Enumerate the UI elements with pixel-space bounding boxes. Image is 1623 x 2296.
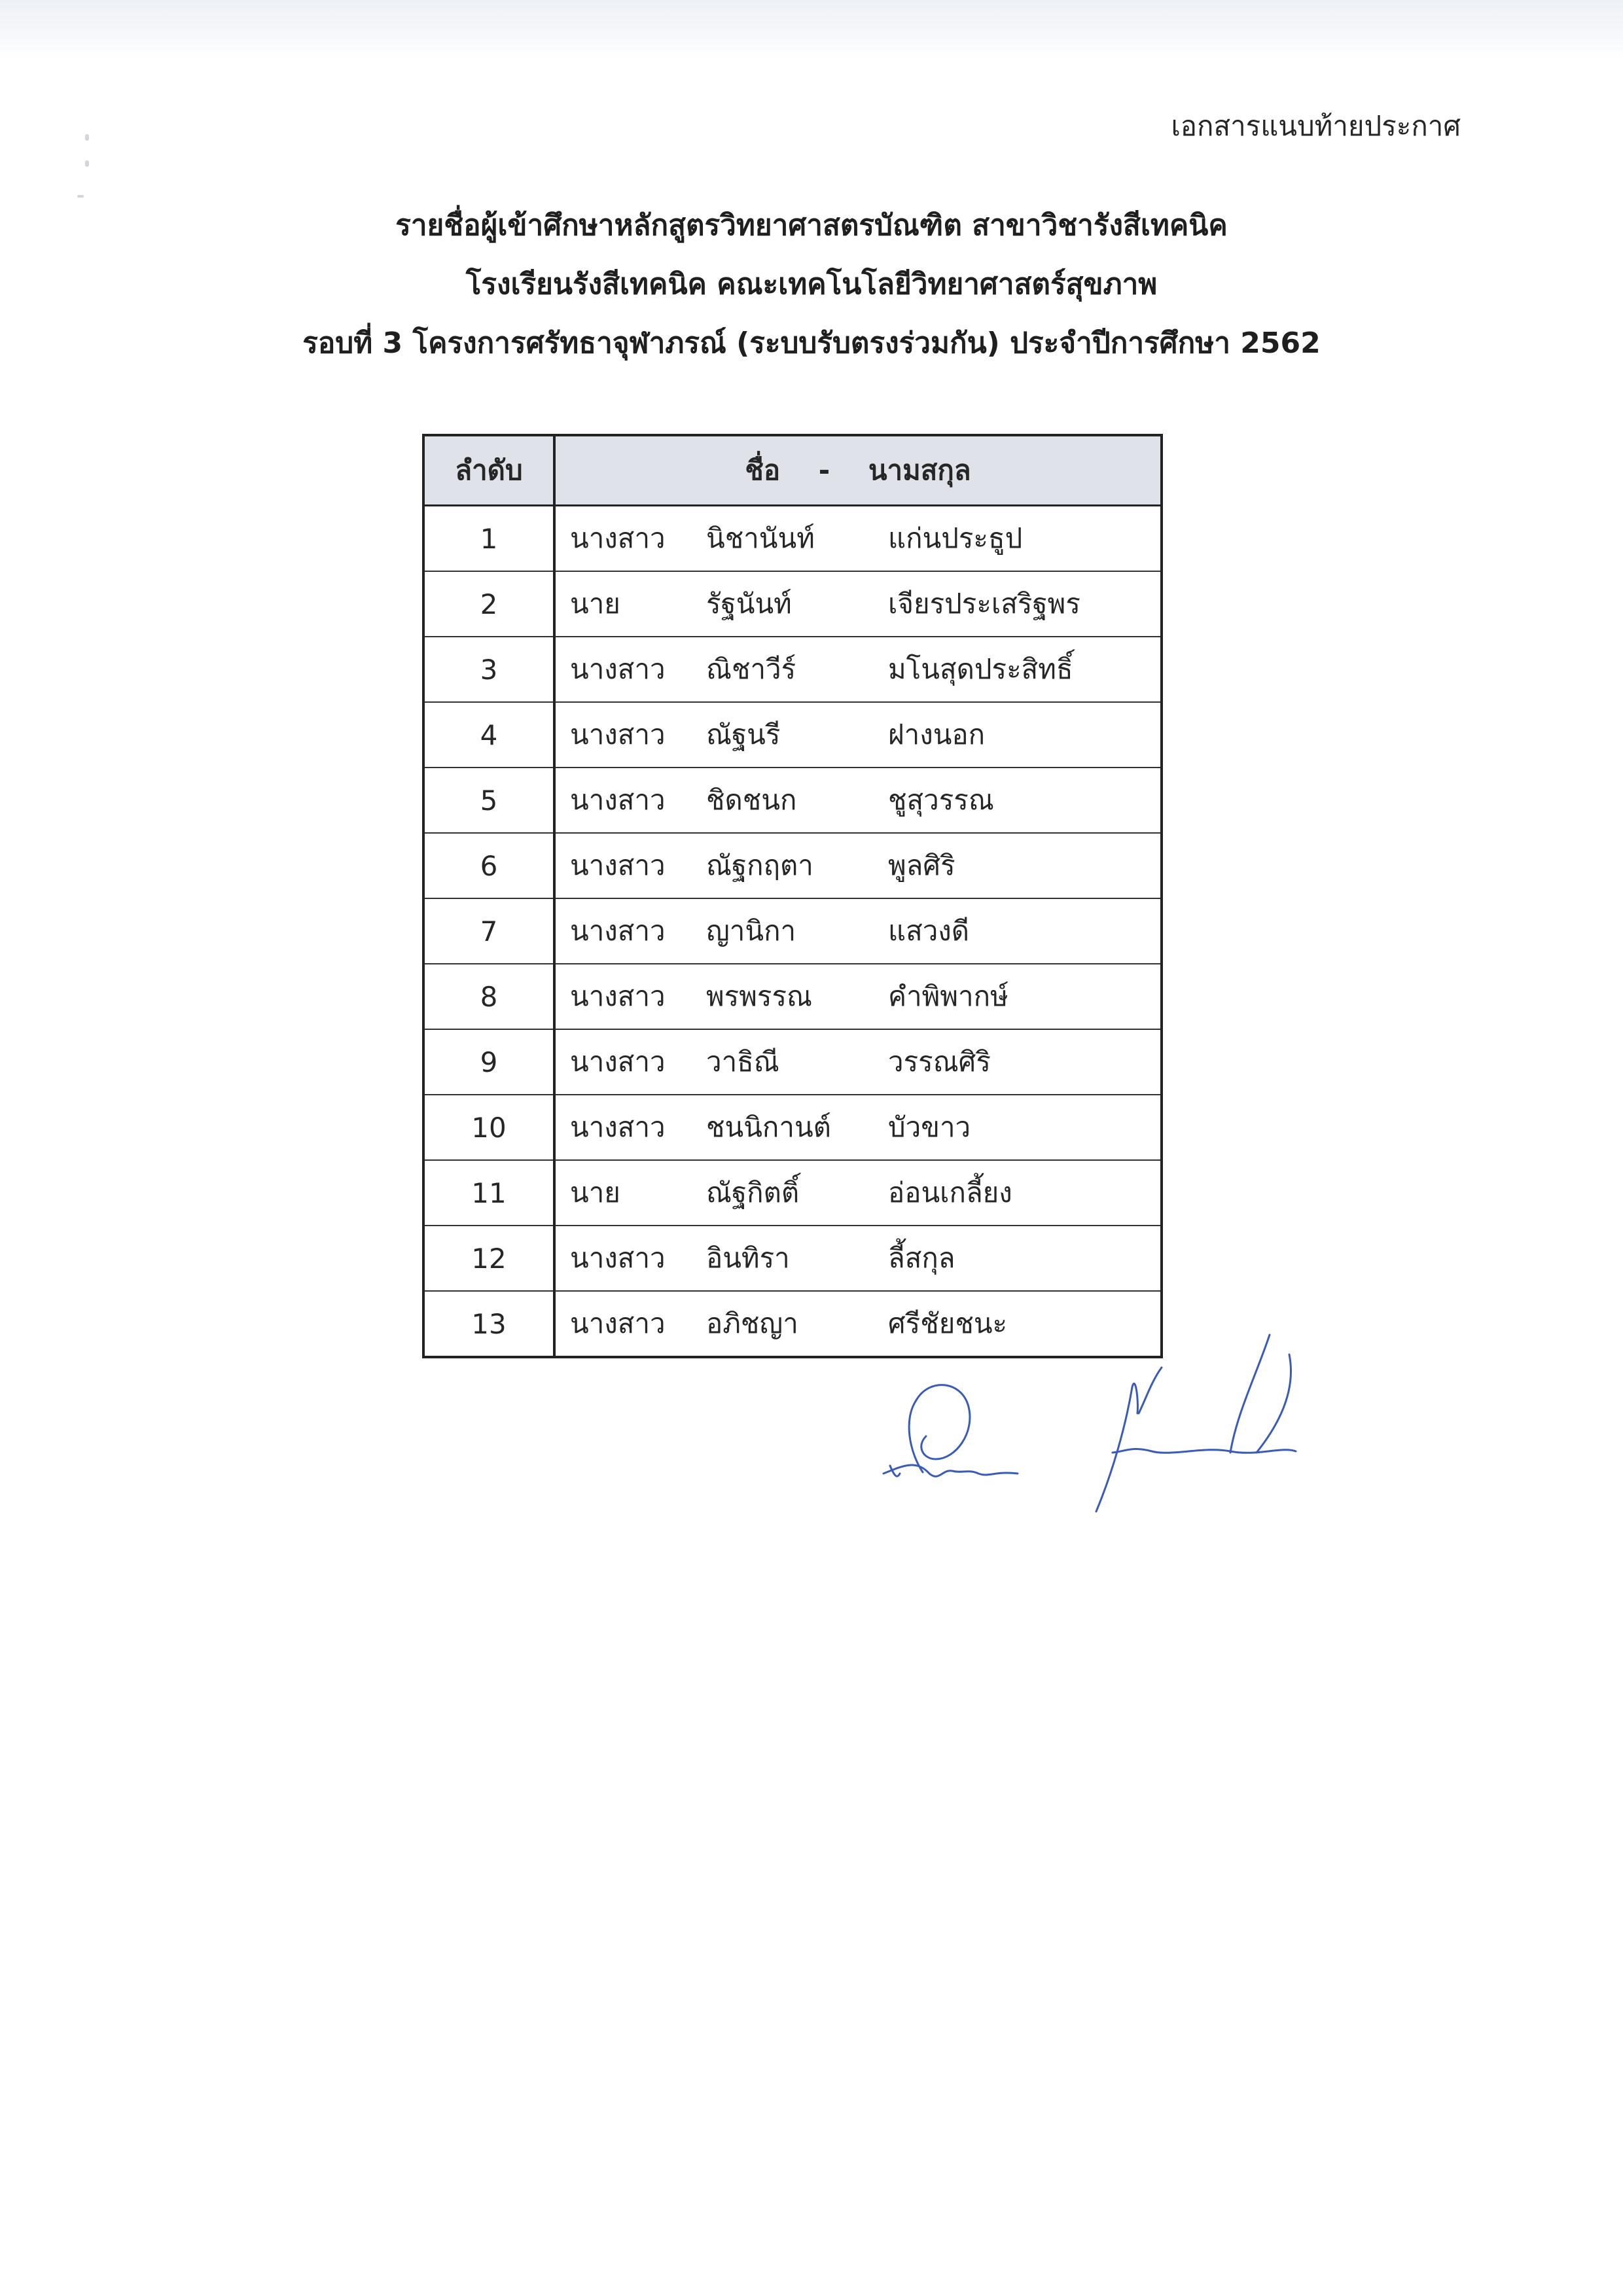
row-number: 11 — [423, 1160, 554, 1226]
title-line-2: โรงเรียนรังสีเทคนิค คณะเทคโนโลยีวิทยาศาสตร์สุขภาพ — [465, 268, 1158, 301]
first-name: รัฐนันท์ — [706, 588, 792, 620]
name-title: นางสาว — [570, 849, 666, 881]
table-row — [423, 637, 1162, 702]
row-number: 7 — [423, 898, 554, 964]
table-row — [423, 1029, 1162, 1095]
name-title: นางสาว — [570, 1307, 666, 1339]
row-number: 12 — [423, 1226, 554, 1291]
last-name: ฝางนอก — [888, 718, 986, 751]
last-name: แก่นประธูป — [888, 522, 1023, 554]
last-name: ศรีชัยชนะ — [888, 1307, 1008, 1339]
first-name: อภิชญา — [706, 1307, 798, 1339]
row-number: 6 — [423, 833, 554, 898]
last-name: พูลศิริ — [888, 849, 955, 881]
full-name-cell — [554, 833, 1162, 898]
table-row — [423, 898, 1162, 964]
scan-speck — [85, 160, 89, 167]
name-title: นาย — [570, 588, 620, 620]
name-title: นางสาว — [570, 653, 666, 685]
last-name: มโนสุดประสิทธิ์ — [888, 653, 1073, 685]
header-last-name: นามสกุล — [868, 454, 971, 486]
row-number: 3 — [423, 637, 554, 702]
row-number: 4 — [423, 702, 554, 768]
table-row — [423, 571, 1162, 637]
name-title: นาย — [570, 1176, 620, 1209]
table-row — [423, 833, 1162, 898]
full-name-cell — [554, 1226, 1162, 1291]
scan-speck — [85, 134, 89, 141]
first-name: ณัฐกิตติ์ — [706, 1176, 800, 1209]
row-number: 8 — [423, 964, 554, 1029]
full-name-cell — [554, 506, 1162, 572]
scan-edge-shading — [0, 0, 1623, 59]
handwritten-signature — [864, 1302, 1335, 1525]
full-name-cell — [554, 768, 1162, 833]
table-row — [423, 506, 1162, 572]
last-name: อ่อนเกลี้ยง — [888, 1176, 1012, 1209]
table-header-row — [423, 435, 1162, 506]
full-name-cell — [554, 1029, 1162, 1095]
first-name: ญานิกา — [706, 915, 796, 947]
name-title: นางสาว — [570, 522, 666, 554]
first-name: ณัฐนรี — [706, 718, 781, 751]
last-name: ชูสุวรรณ — [888, 784, 994, 816]
last-name: แสวงดี — [888, 915, 970, 947]
first-name: ณิชาวีร์ — [706, 653, 796, 685]
name-title: นางสาว — [570, 980, 666, 1012]
name-title: นางสาว — [570, 1046, 666, 1078]
header-first-name: ชื่อ — [745, 454, 781, 486]
table-row — [423, 964, 1162, 1029]
name-title: นางสาว — [570, 718, 666, 751]
first-name: วาธิณี — [706, 1046, 779, 1078]
full-name-cell — [554, 702, 1162, 768]
row-number: 10 — [423, 1095, 554, 1160]
first-name: ชนนิกานต์ — [706, 1111, 831, 1143]
row-number: 2 — [423, 571, 554, 637]
table-row — [423, 702, 1162, 768]
title-line-1: รายชื่อผู้เข้าศึกษาหลักสูตรวิทยาศาสตรบัณฑิต สาขาวิชารังสีเทคนิค — [395, 209, 1228, 242]
row-number: 1 — [423, 506, 554, 572]
last-name: เจียรประเสริฐพร — [888, 588, 1080, 620]
row-number: 13 — [423, 1291, 554, 1357]
last-name: ลี้สกุล — [888, 1242, 955, 1274]
table-body — [423, 506, 1162, 1358]
row-number: 9 — [423, 1029, 554, 1095]
student-roster-table — [422, 434, 1163, 1358]
full-name-cell — [554, 898, 1162, 964]
first-name: อินทิรา — [706, 1242, 790, 1274]
table-row — [423, 1095, 1162, 1160]
attachment-note: เอกสารแนบท้ายประกาศ — [1171, 110, 1461, 142]
header-separator: - — [818, 454, 830, 486]
full-name-cell — [554, 637, 1162, 702]
table-row — [423, 768, 1162, 833]
table-row — [423, 1226, 1162, 1291]
document-title — [0, 196, 1623, 373]
first-name: พรพรรณ — [706, 980, 813, 1012]
first-name: ชิดชนก — [706, 784, 797, 816]
first-name: นิชานันท์ — [706, 522, 815, 554]
full-name-cell — [554, 571, 1162, 637]
row-number: 5 — [423, 768, 554, 833]
full-name-cell — [554, 1095, 1162, 1160]
name-title: นางสาว — [570, 915, 666, 947]
name-title: นางสาว — [570, 1242, 666, 1274]
table-row — [423, 1160, 1162, 1226]
title-line-3: รอบที่ 3 โครงการศรัทธาจุฬาภรณ์ (ระบบรับตรงร่วมกัน) ประจำปีการศึกษา 2562 — [302, 327, 1321, 360]
name-title: นางสาว — [570, 784, 666, 816]
last-name: คำพิพากษ์ — [888, 980, 1008, 1012]
last-name: วรรณศิริ — [888, 1046, 991, 1078]
column-header-number: ลำดับ — [423, 435, 554, 506]
full-name-cell — [554, 1160, 1162, 1226]
full-name-cell — [554, 964, 1162, 1029]
first-name: ณัฐกฤตา — [706, 849, 813, 881]
last-name: บัวขาว — [888, 1111, 971, 1143]
column-header-name — [554, 435, 1162, 506]
name-title: นางสาว — [570, 1111, 666, 1143]
